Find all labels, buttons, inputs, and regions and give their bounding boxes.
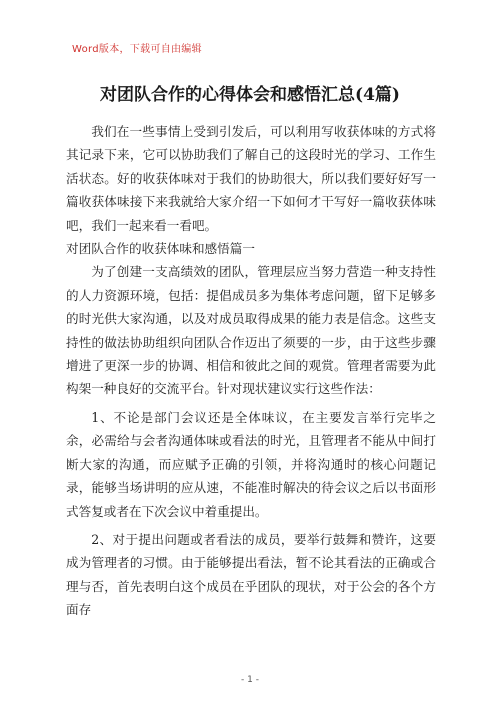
body-paragraph-2: 1、不论是部门会议还是全体味议，在主要发言举行完毕之余，必需给与会者沟通体味或看法的时光，且管理者不能从中间打断大家的沟通，而应赋予正确的引领，并将沟通时的核心问题记录，能够当场讲明的应从速，不能准时解决的待会议之后以书面形式答复或者在下次会议中着重提出。 [66,409,436,519]
document-body [66,120,436,622]
body-paragraph-1: 为了创建一支高绩效的团队，管理层应当努力营造一种支持性的人力资源环境，包括：提倡成员多为集体考虑问题，留下足够多的时光供大家沟通，以及对成员取得成果的能力表是信念。这些支持性的做法协助组织向团队合作迈出了须要的一步，由于这些步骤增进了更深一步的协调、相信和彼此之间的观赏。管理者需要为此构架一种良好的交流平台。针对现状建议实行这些作法： [66,264,436,397]
body-paragraph-3: 2、对于提出问题或者看法的成员，要举行鼓舞和赞许，这要成为管理者的习惯。由于能够提出看法，暂不论其看法的正确或合理与否，首先表明白这个成员在乎团队的现状，对于公会的各个方面存 [66,531,436,618]
page-number: - 1 - [241,675,259,685]
watermark-text: Word版本，下载可自由编辑 [72,44,202,55]
section-heading: 对团队合作的收获体味和感悟篇一 [66,241,255,257]
intro-paragraph: 我们在一些事情上受到引发后，可以利用写收获体味的方式将其记录下来，它可以协助我们了解自己的这段时光的学习、工作生活状态。好的收获体味对于我们的协助很大，所以我们要好好写一篇收获体味接下来我就给大家介绍一下如何才干写好一篇收获体味吧，我们一起来看一看吧。 [66,124,436,233]
page-title: 对团队合作的心得体会和感悟汇总(4篇) [100,85,400,105]
